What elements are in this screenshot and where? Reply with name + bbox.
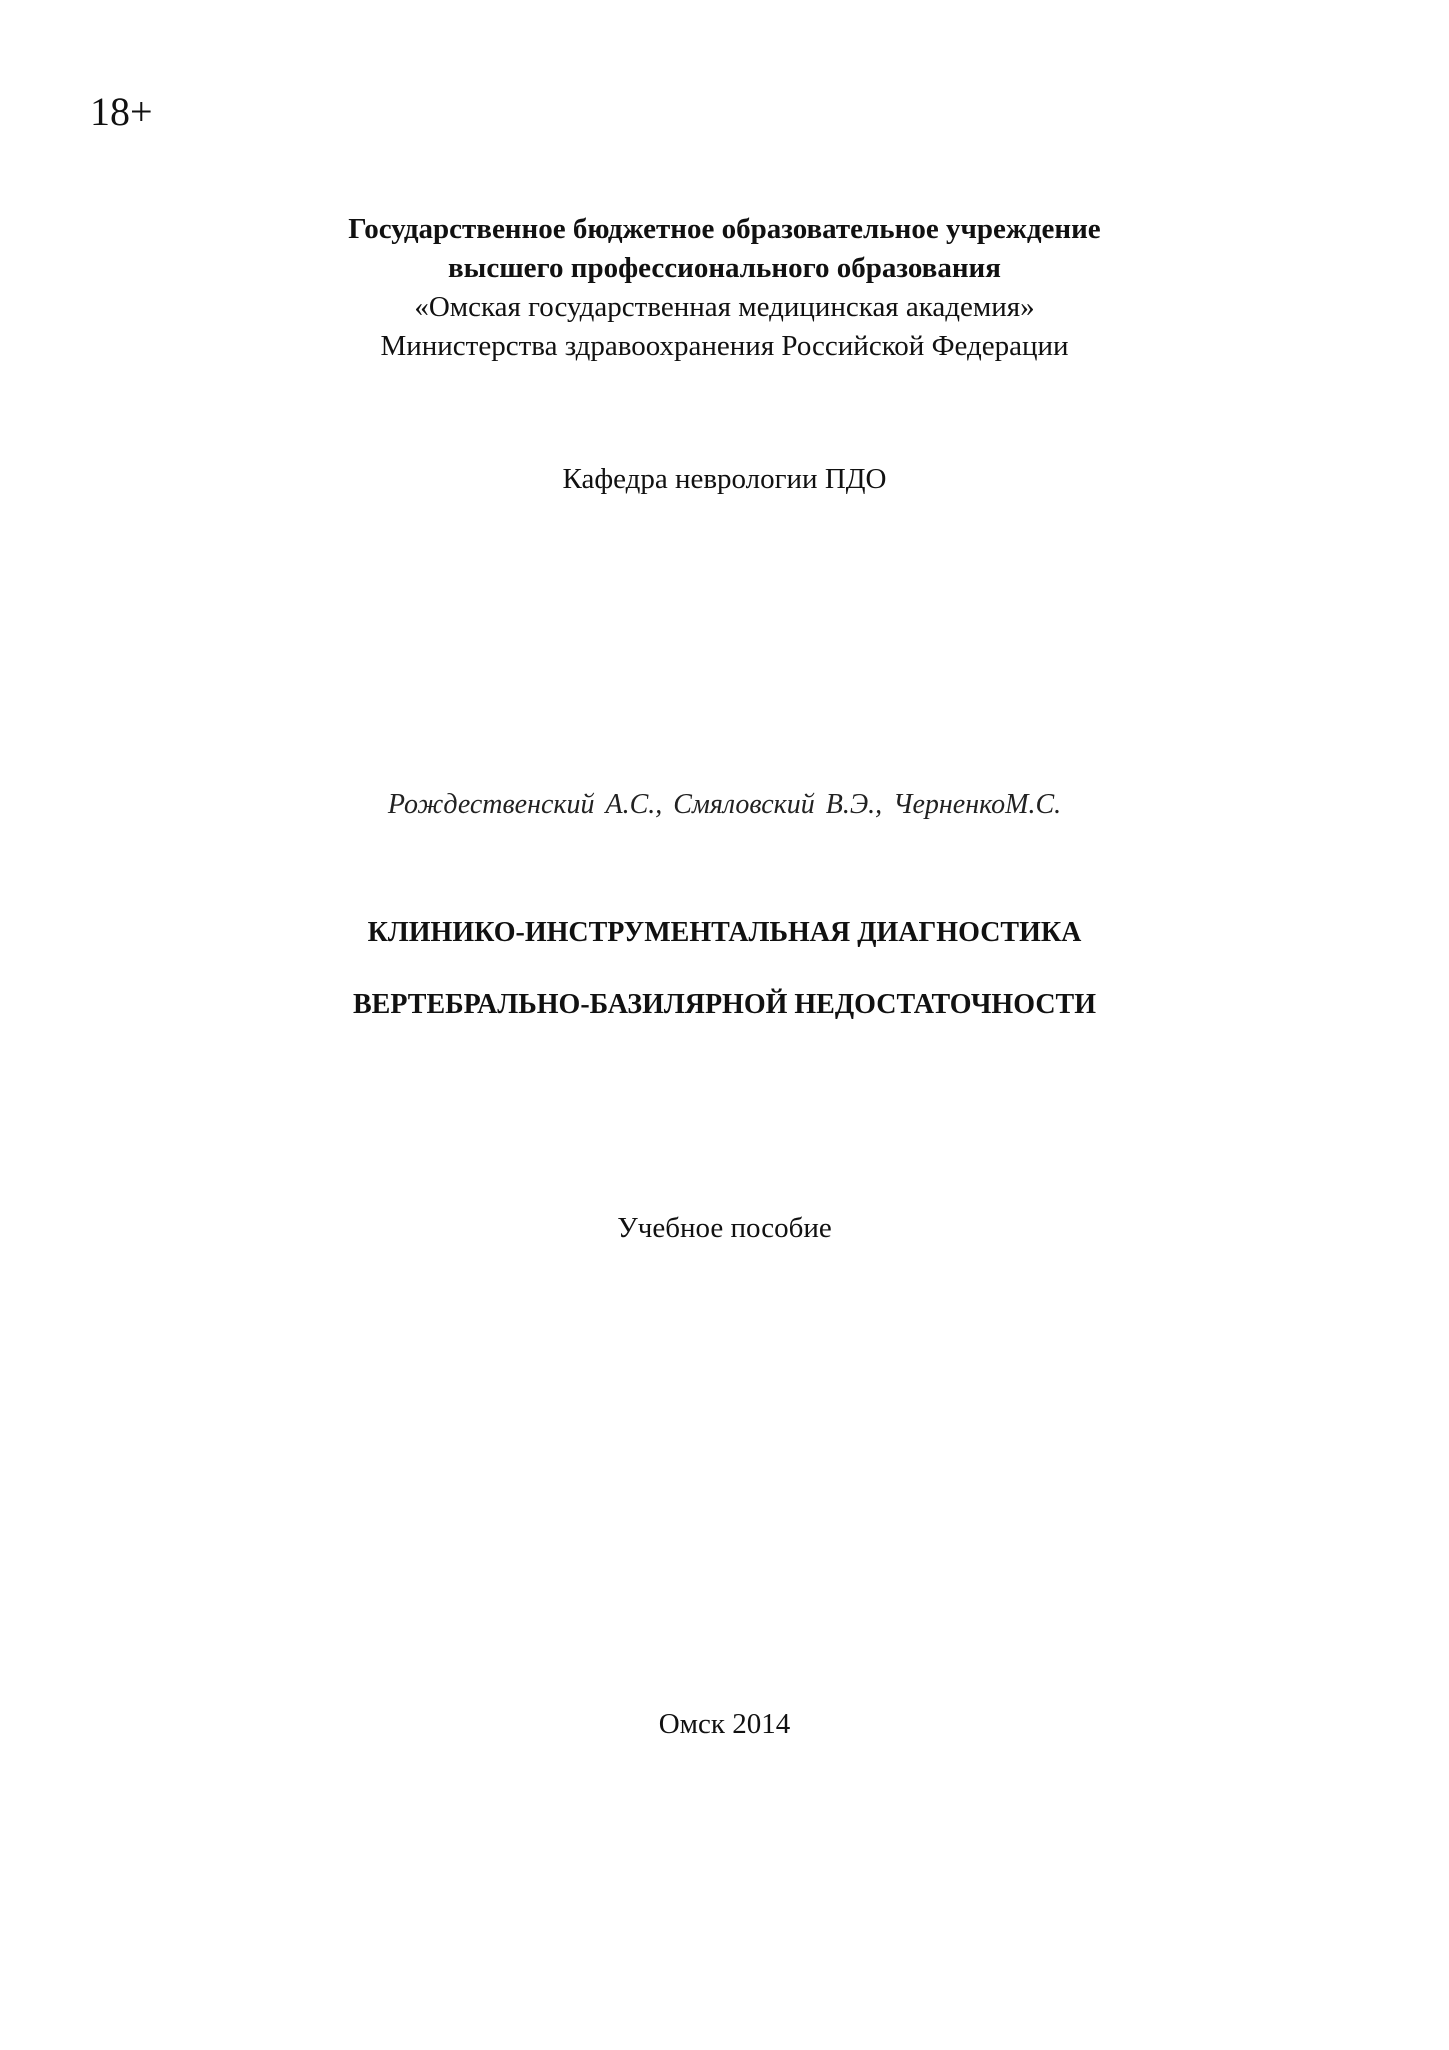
institution-line-3: «Омская государственная медицинская академия» xyxy=(414,291,1035,323)
publication-type: Учебное пособие xyxy=(617,1212,832,1244)
department-name: Кафедра неврологии ПДО xyxy=(562,463,887,495)
city-year: Омск 2014 xyxy=(658,1708,791,1740)
title-line-2: ВЕРТЕБРАЛЬНО-БАЗИЛЯРНОЙ НЕДОСТАТОЧНОСТИ xyxy=(352,989,1097,1020)
institution-line-4: Министерства здравоохранения Российской Федерации xyxy=(380,330,1069,362)
institution-block xyxy=(0,210,1449,366)
title-line-1: КЛИНИКО-ИНСТРУМЕНТАЛЬНАЯ ДИАГНОСТИКА xyxy=(367,917,1082,948)
authors-line: Рождественский А.С., Смяловский В.Э., ЧерненкоМ.С. xyxy=(387,789,1062,820)
institution-line-1: Государственное бюджетное образовательное учреждение xyxy=(348,213,1101,245)
age-rating: 18+ xyxy=(90,89,153,134)
institution-line-2: высшего профессионального образования xyxy=(448,252,1001,284)
document-title xyxy=(0,914,1449,1024)
